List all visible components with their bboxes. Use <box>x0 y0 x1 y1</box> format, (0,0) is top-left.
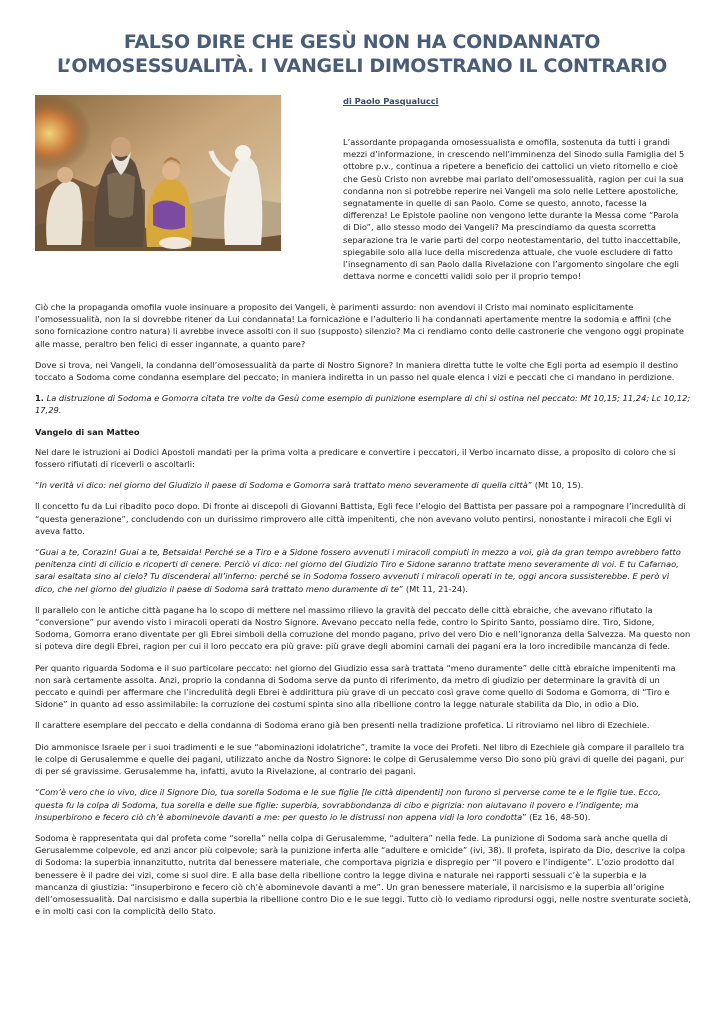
author-byline[interactable]: di Paolo Pasqualucci <box>343 96 439 106</box>
quote-text: In verità vi dico: nel giorno del Giudizio il paese di Sodoma e Gomorra sarà trattato meno severamente di quella città <box>39 480 528 491</box>
paragraph: Il carattere esemplare del peccato e della condanna di Sodoma erano già ben presenti nella tradizione profetica. Li ritroviamo nel libro di Ezechiele. <box>35 720 650 731</box>
paragraph: Il parallelo con le antiche città pagane ha lo scopo di mettere nel massimo rilievo la gravità del peccato delle città ebraiche, che avevano rifiutato la “conversione” pur avendo visto i miracoli operati da Nostro Signore. Avevano peccato nella fede, contro lo Spirito Santo, possiamo dire. Tiro, Sidone, Sodoma, Gomorra erano diventate per gli Ebrei simboli della corruzione del mondo pagano, privo del vero Dio e nell’ignoranza della Salvezza. Ma questo non si poteva dire degli Ebrei, ragion per cui il loro peccato era più grave: più grave degli abomini carnali dei pagani era la loro incredibile mancanza di fede. <box>35 604 691 652</box>
article-title: FALSO DIRE CHE GESÙ NON HA CONDANNATO L’OMOSESSUALITÀ. I VANGELI DIMOSTRANO IL CONTRARIO <box>57 31 667 77</box>
paragraph: Nel dare le istruzioni ai Dodici Apostoli mandati per la prima volta a predicare e convertire i peccatori, il Verbo incarnato disse, a proposito di coloro che si fossero rifiutati di riceverli o ascoltarli: <box>35 446 676 470</box>
quote-text: Com’è vero che io vivo, dice il Signore Dio, tua sorella Sodoma e le sue figlie [le città dipendenti] non furono sì perverse come te e le figlie tue. Ecco, questa fu la colpa di Sodoma, tua sorella e delle sue figlie: superbia, sovrabbondanza di cibo e pigrizia: non aiutavano il povero e l’indigente; ma insuperbirono e fecero ciò ch’è abominevole davanti a me: per questo io le distrussi non appena vidi la loro condotta <box>35 787 661 822</box>
quote-open: “ <box>35 787 40 798</box>
quote-reference: ” (Mt 11, 21-24). <box>398 583 469 594</box>
quote-ez-16-48 <box>35 786 691 823</box>
quote-open: “ <box>35 480 40 491</box>
paragraph: Il concetto fu da Lui ribadito poco dopo. Di fronte ai discepoli di Giovanni Battista, Egli fece l’elogio del Battista per passare poi a rampognare l’incredulità di “questa generazione”, concludendo con un durissimo rimprovero alle città impenitenti, che non avevano voluto pentirsi, nonostante i miracoli che Egli vi aveva fatto. <box>35 501 686 536</box>
quote-open: “ <box>35 547 40 558</box>
point-text: La distruzione di Sodoma e Gomorra citata tre volte da Gesù come esempio di punizione esemplare di chi si ostina nel peccato: Mt 10,15; 11,24; Lc 10,12; 17,29. <box>35 393 691 416</box>
article-painting <box>35 95 281 251</box>
quote-mt-10-15 <box>35 479 691 491</box>
intro-paragraph: L’assordante propaganda omosessualista e omofila, sostenuta da tutti i grandi mezzi d’informazione, in crescendo nell’imminenza del Sinodo sulla Famiglia del 5 ottobre p.v., continua a ripetere a beneficio dei cattolici un vieto ritornello e cioè che Gesù Cristo non avrebbe mai parlato dell’omosessualità, ragion per cui la sua condanna non si potrebbe reperire nei Vangeli ma solo nelle Lettere apostoliche, segnatamente in quelle di san Paolo. Come se questo, annoto, facesse la differenza! Le Epistole paoline non vengono lette durante la Messa come “Parola di Dio”, allo stesso modo dei Vangeli? Ma prescindiamo da questa scorretta separazione tra le varie parti del corpo neotestamentario, del tutto inaccettabile, spiegabile solo alla luce della miscredenza attuale, che vuole escludere di fatto l’insegnamento di san Paolo dalla Rivelazione con l’argomento singolare che egli dettava norme e concetti validi solo per il proprio tempo! <box>343 137 685 282</box>
quote-mt-11-21 <box>35 546 691 595</box>
article-body <box>35 301 691 926</box>
paragraph: Sodoma è rappresentata qui dal profeta come “sorella” nella colpa di Gerusalemme, “adultera” nella fede. La punizione di Sodoma sarà anche quella di Gerusalemme colpevole, ed anzi ancor più colpevole; sarà la punizione inferta alle “adultere e omicide” (ivi, 38). Il profeta, ispirato da Dio, descrive la colpa di Sodoma: la superbia innanzitutto, nutrita dal benessere materiale, che comportava pigrizia e dispregio per “il povero e l’indigente”. L’ozio prodotto dal benessere è il padre dei vizi, come si suol dire. E alla base della ribellione contro la legge divina e naturale nei rapporti sessuali c’è la superbia e la mancanza di giustizia: “insuperbirono e fecero ciò ch’è abominevole davanti a me”. Un gran benessere materiale, il narcisismo e la superbia all’origine dell’omosessualità. Dal narcisismo e dalla superbia la ribellione contro Dio e le sue leggi. Tutto ciò lo vediamo riprodursi oggi, nelle nostre sventurate società, e in molti casi con la complicità dello Stato. <box>35 832 691 917</box>
point-number: 1. <box>35 393 44 404</box>
paragraph: Ciò che la propaganda omofila vuole insinuare a proposito dei Vangeli, è parimenti assurdo: non avendovi il Cristo mai nominato esplicitamente l’omosessualità, non la si dovrebbe ritener da Lui condannata! La fornicazione e l’adulterio li ha condannati apertamente mentre la sodomia e affini (che sono fornicazione contro natura) li avrebbe invece assolti con il suo (supposto) silenzio? Ma ci rendiamo conto delle castronerie che vengono oggi propinate alle masse, peraltro ben felici di esser ingannate, a quanto pare? <box>35 302 684 349</box>
quote-reference: ” (Mt 10, 15). <box>527 480 584 491</box>
section-heading: Vangelo di san Matteo <box>35 426 140 437</box>
quote-text: Guai a te, Corazin! Guai a te, Betsaida! Perché se a Tiro e a Sidone fossero avvenuti i miracoli compiuti in mezzo a voi, già da gran tempo avrebbero fatto penitenza cinti di cilicio e ricoperti di cenere. Perciò vi dico: nel giorno del Giudizio Tiro e Sidone saranno trattate meno severamente di voi. E tu Cafarnao, sarai esaltata sino al cielo? Tu discenderai all’inferno: perché se in Sodoma fossero avvenuti i miracoli operati in te, oggi ancora sussisterebbe. E però vi dico, che nel giorno del giudizio il paese di Sodoma sarà trattato meno duramente di te <box>35 547 681 594</box>
paragraph: Dove si trova, nei Vangeli, la condanna dell’omosessualità da parte di Nostro Signore? In maniera diretta tutte le volte che Egli porta ad esempio il destino toccato a Sodoma come condanna esemplare del peccato; in maniera indiretta in un passo nel quale elenca i vizi e peccati che ci mandano in perdizione. <box>35 359 679 383</box>
paragraph: Per quanto riguarda Sodoma e il suo particolare peccato: nel giorno del Giudizio essa sarà trattata “meno duramente” delle città ebraiche impenitenti ma non sarà certamente assolta. Anzi, proprio la condanna di Sodoma serve da punto di riferimento, da metro di giudizio per determinare la gravità di un peccato e quindi per affermare che l’incredulità degli Ebrei è addirittura più grave di un peccato così grave come quello di Sodoma e Gomorra, di “Tiro e Sidone” in quanto ad esso assimilabile: la corruzione dei costumi spinta sino alla ribellione contro la legge naturale stabilita da Dio, in odio a Dio. <box>35 662 676 710</box>
point-one <box>35 392 691 416</box>
paragraph: Dio ammonisce Israele per i suoi tradimenti e le sue “abominazioni idolatriche”, tramite la voce dei Profeti. Nel libro di Ezechiele già compare il parallelo tra le colpe di Gerusalemme e quelle dei pagani, utilizzato anche da Nostro Signore: le colpe di Gerusalemme verso Dio sono più gravi di quelle dei pagani, pur di per sé gravissime. Gerusalemme ha, infatti, avuto la Rivelazione, al contrario dei pagani. <box>35 741 685 777</box>
quote-reference: ” (Ez 16, 48-50). <box>522 811 591 822</box>
